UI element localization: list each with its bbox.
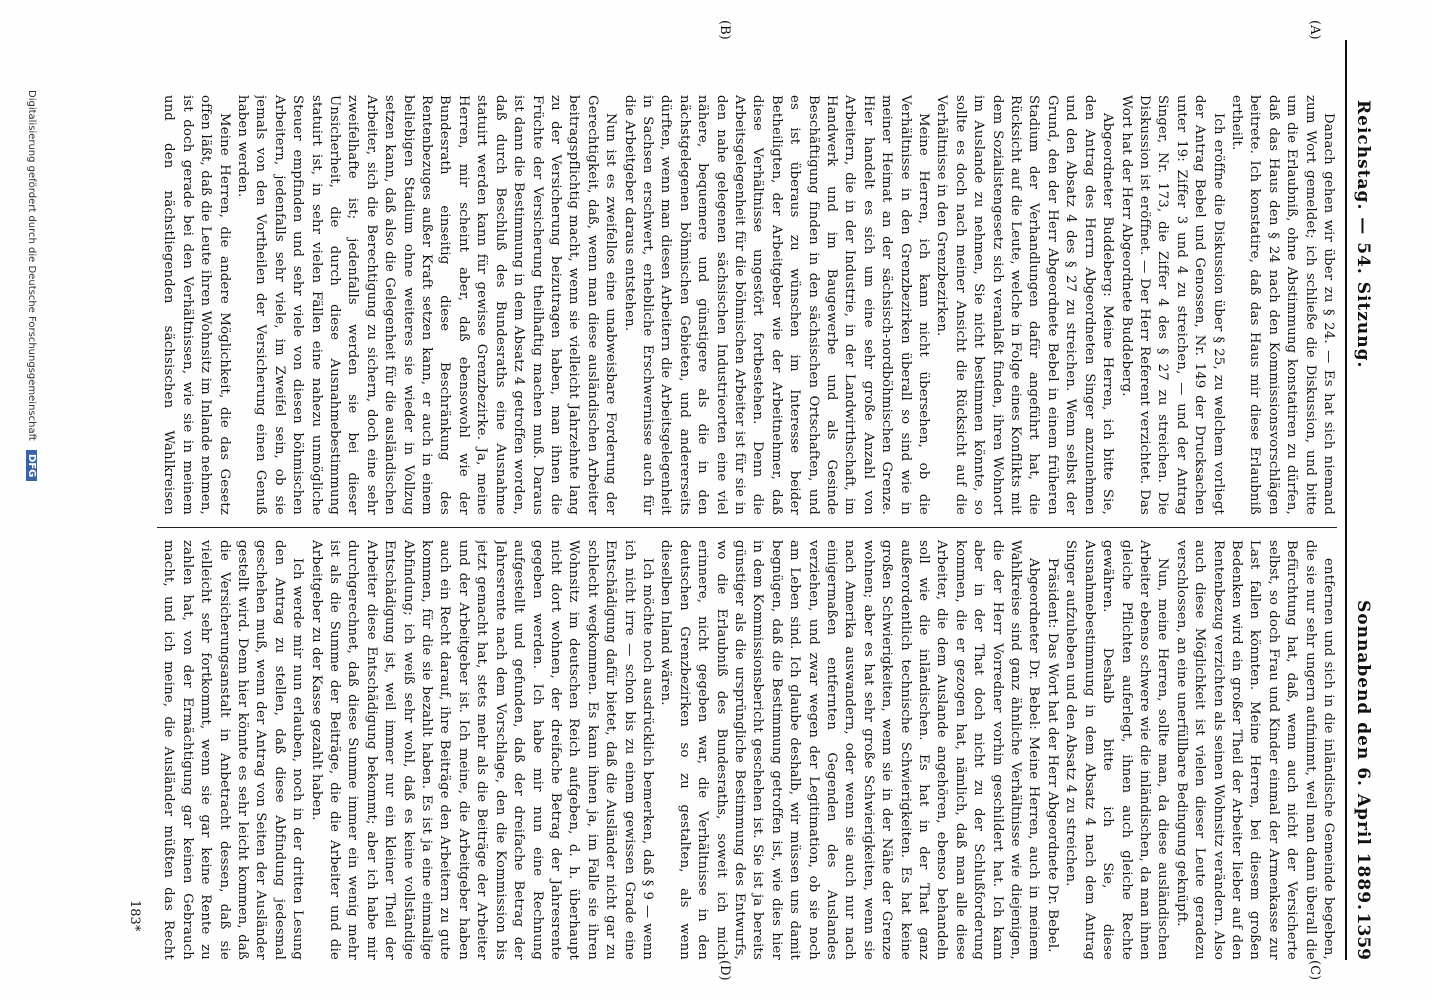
paragraph: Meine Herren, die andere Möglichkeit, die das Gesetz offen läßt, daß die Leute ihren Wohnsitz im Inlande nehmen, ist doch gerade bei den Verhältnissen, wie sie in meinem und den nächstliegenden sächsischen Wahlkreisen	[161, 95, 232, 515]
margin-marker-d: (D)	[717, 960, 732, 981]
signature-mark: 183*	[127, 900, 142, 932]
header-session: Reichstag. — 54. Sitzung.	[1353, 100, 1373, 369]
paragraph: Nun ist es zweifellos eine unabweisbare Forderung der Gerechtigkeit, daß, wenn man diese ausländischen Arbeiter beitragspflichtig macht, wenn sie vielleicht Jahrzehnte lang zu der Versicherung beizutragen haben, man ihnen die Früchte der Versicherung theilhaftig machen muß. Daraus ist dann die Bestimmung in dem Absatz 4 getroffen worden, daß durch Beschluß des Bundesraths eine Ausnahme statuirt werden kann für gewisse Grenzbezirke. Ja, meine Herren, mir scheint aber, daß ebensowohl wie der Bundesrath einseitig diese Beschränkung des Rentenbezuges außer Kraft setzen kann, er auch in einem beliebigen Stadium ohne weiteres sie wieder in Vollzug setzen kann, daß also die Gelegenheit für die ausländischen Arbeiter, sich die Berechtigung zu sichern, doch eine sehr zweifelhafte ist; jedenfalls werden sie bei dieser Unsicherheit, die durch diese Ausnahmebestimmung statuirt ist, in sehr vielen Fällen eine nahezu unmögliche Steuer empfinden und sehr viele von diesen böhmischen Arbeitern, jedenfalls sehr viele, im Zweifel sein, ob sie jemals von den Vortheilen der Versicherung einen Genuß haben werden.	[235, 95, 619, 515]
paragraph: Abgeordneter Buddeberg: Meine Herren, ich bitte Sie, den Antrag des Herrn Abgeordneten Singer anzunehmen und den Absatz 4 des § 27 zu streichen. Wenn selbst der Grund, den der Herr Abgeordnete Bebel in einem früheren Stadium der Verhandlungen dafür angeführt hat, die Rücksicht auf die Leute, welche in Folge eines Konflikts mit dem Sozialistengesetz sich veranlaßt finden, ihren Wohnort im Auslande zu nehmen, Sie nicht bestimmen könnte, so sollte es doch nach meiner Ansicht die Rücksicht auf die Verhältnisse in den Grenzbezirken.	[934, 95, 1116, 515]
margin-marker-a: (A)	[1307, 20, 1322, 40]
paragraph: Ich werde mir nun erlauben, noch in der dritten Lesung den Antrag zu stellen, daß diese Abfindung jedesmal geschehen muß, wenn der Antrag von Seiten der Ausländer gestellt wird. Denn hier könnte es sehr leicht kommen, daß die Versicherungsanstalt in Anbetracht dessen, daß sie vielleicht sehr fortkommt, wenn sie gar keine Rente zu zahlen hat, von der Ermächtigung gar keinen Gebrauch macht, und ich meine, die Ausländer müßten das Recht	[161, 540, 306, 960]
header-date: Sonnabend den 6. April 1889.	[1353, 600, 1373, 911]
dfg-logo: DFG	[26, 450, 37, 481]
right-text-column	[157, 540, 1337, 960]
margin-marker-c: (C)	[1307, 960, 1322, 981]
paragraph: Meine Herren, ich kann nicht übersehen, ob die Verhältnisse in den Grenzbezirken überall so sind wie in meiner Heimat an der sächsisch-nordböhmischen Grenze. Hier handelt es sich um eine sehr große Anzahl von Arbeitern, die in der Industrie, in der Landwirthschaft, im Handwerk und im Baugewerbe und als Gesinde Beschäftigung finden in den sächsischen Ortschaften, und es ist überaus zu wünschen im Interesse beider Betheiligten, der Arbeitgeber wie der Arbeitnehmer, daß diese Verhältnisse ungestört fortbestehen. Denn die Arbeitsgelegenheit für die böhmischen Arbeiter ist für sie in den nahe gelegenen sächsischen Industrieorten eine viel nähere, bequemere und günstigere als die in den nächstgelegenen böhmischen Gebieten, und andererseits dürften, wenn man diesen Arbeitern die Arbeitsgelegenheit in Sachsen erschwert, erhebliche Erschwernisse auch für die Arbeitgeber daraus entstehen.	[621, 95, 932, 515]
paragraph: Danach gehen wir über zu § 24. — Es hat sich niemand zum Wort gemeldet; ich schließe die Diskussion, und bitte um die Erlaubniß, ohne Abstimmung konstatiren zu dürfen, daß das Haus den § 24 nach den Kommissionsvorschlägen beitrete. Ich konstatire, daß das Haus mir diese Erlaubniß ertheilt.	[1228, 95, 1336, 515]
left-text-column	[157, 95, 1337, 515]
paragraph: Präsident: Das Wort hat der Herr Abgeordnete Dr. Bebel.	[1044, 558, 1060, 953]
column-divider	[157, 527, 1337, 528]
digitization-note: Digitalisierung gefördert durch die Deutsche Forschungsgemeinschaft	[26, 90, 37, 441]
paragraph: Nun, meine Herren, sollte man, da diese ausländischen Arbeiter ebenso schwere wie die inländischen, da man ihnen gleiche Pflichten auferlegt, ihnen auch gleiche Rechte gewähren. Deshalb bitte ich Sie, diese Ausnahmebestimmung in dem Absatz 4 nach dem Antrag Singer aufzuheben und den Absatz 4 zu streichen.	[1063, 540, 1171, 960]
page-header	[1345, 40, 1377, 960]
paragraph: Abgeordneter Dr. Bebel: Meine Herren, auch in meinem Wahlkreise sind ganz ähnliche Verhältnisse wie diejenigen, die der Herr Vorredner vorhin geschildert hat. Ich kann aber in der That doch nicht zu der Schlußforderung kommen, die er gezogen hat, nämlich, daß man alle diese Arbeiter, die dem Auslande angehören, ebenso behandeln soll wie die inländischen. Es hat in der That ganz außerordentlich technische Schwierigkeiten. Es hat keine großen Schwierigkeiten, wenn sie in der Nähe der Grenze wohnen; aber es hat sehr große Schwierigkeiten, wenn sie nach Amerika auswandern, oder wenn sie auch nur nach einigermaßen entfernten Gegenden des Auslandes verziehen, und zwar wegen der Legitimation, ob sie noch am Leben sind. Ich glaube deshalb, wir müssen uns damit begnügen, daß die Bestimmung getroffen ist, wie dies hier in dem Kommissionsbericht geschehen ist. Sie ist ja bereits günstiger als die ursprüngliche Bestimmung des Entwurfs, wo die Erlaubniß des Bundesraths, soweit ich mich erinnere, nicht gegeben war, die Verhältnisse in den deutschen Grenzbezirken so zu gestalten, als wenn dieselben Inland wären.	[658, 540, 1042, 960]
digitization-credit	[17, 90, 37, 910]
paragraph: Ich möchte noch ausdrücklich bemerken, daß § 9 — wenn ich nicht irre — schon bis zu einem gewissen Grade eine Entschädigung dafür bietet, daß die Ausländer nicht gar zu schlecht wegkommen. Es kann ihnen ja, im Falle sie ihren Wohnsitz im deutschen Reich aufgeben, d. h. überhaupt nicht dort wohnen, der dreifache Betrag der Jahresrente gegeben werden. Ich habe mir nun eine Rechnung aufgestellt und gefunden, daß der dreifache Betrag der Jahresrente nach dem Vorschlage, den die Kommission bis jetzt gemacht hat, stets mehr als die Beiträge der Arbeiter und der Arbeitgeber ist. Ich meine, die Arbeitgeber haben auch ein Recht darauf, ihre Beiträge den Arbeitern zu gute kommen, für die sie bezahlt haben. Es ist ja eine einmalige Abfindung; ich weiß sehr wohl, daß es keine vollständige Entschädigung ist, weil immer nur ein kleiner Theil der Arbeiter diese Entschädigung bekommt; aber ich habe mir durchgerechnet, daß diese Summe immer ein wenig mehr ist als die Summe der Beiträge, die die Arbeiter und die Arbeitgeber zu der Kasse gezahlt haben.	[308, 540, 655, 960]
page-number: 1359	[1353, 912, 1373, 960]
paragraph: entfernen und sich in die inländische Gemeinde begeben, die sie nur sehr ungern aufnimmt, weil man dann überall die Befürchtung hat, daß, wenn auch nicht der Versicherte selbst, so doch Frau und Kinder einmal der Armenkasse zur Last fallen könnten. Meine Herren, bei diesem großen Bedenken wird ein großer Theil der Arbeiter lieber auf den Rentenbezug verzichten als seinen Wohnsitz verändern. Also auch diese Möglichkeit ist vielen dieser Leute geradezu verschlossen, an eine unerfüllbare Bedingung geknüpft.	[1173, 540, 1336, 960]
margin-marker-b: (B)	[717, 20, 732, 40]
paragraph: Ich eröffne die Diskussion über § 25, zu welchem vorliegt der Antrag Bebel und Genossen, Nr. 149 der Drucksachen unter 19: Ziffer 3 und 4 zu streichen, — und der Antrag Singer, Nr. 173, die Ziffer 4 des § 27 zu streichen. Die Diskussion ist eröffnet. — Der Herr Referent verzichtet. Das Wort hat der Herr Abgeordnete Buddeberg.	[1118, 95, 1226, 515]
